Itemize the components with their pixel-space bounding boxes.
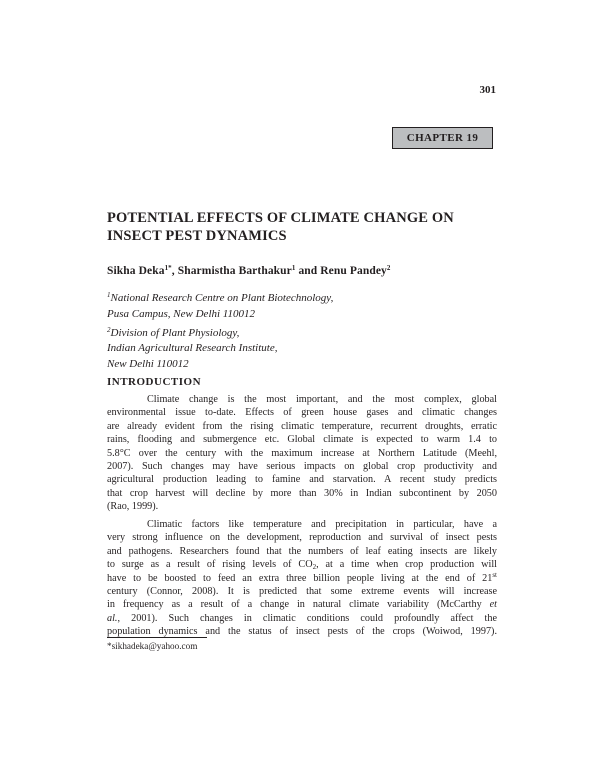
author-list bbox=[107, 264, 497, 277]
paragraph-line: al., 2001). Such changes in climatic conditions could profoundly affect the bbox=[107, 612, 497, 624]
affiliation-2-line-3: New Delhi 110012 bbox=[107, 358, 189, 371]
paragraph-line: in frequency as a result of a change in natural climate variability (McCarthy et bbox=[107, 599, 497, 611]
paragraph-line: very strong influence on the development, reproduction and survival of insect pests bbox=[107, 532, 497, 544]
paragraph-line: and pathogens. Researchers found that the numbers of leaf eating insects are likely bbox=[107, 545, 497, 557]
paragraph-line: 5.8°C over the century with the maximum increase at Northern Latitude (Meehl, bbox=[107, 447, 497, 459]
paragraph-line: environmental issue to-date. Effects of green house gases and climatic changes bbox=[107, 407, 497, 419]
chapter-label: CHAPTER 19 bbox=[406, 132, 479, 144]
page-number: 301 bbox=[479, 84, 496, 96]
paragraph-line: to surge as a result of rising levels of $CO_2$, at a time when crop production will bbox=[107, 559, 498, 572]
paragraph-line: Climate change is the most important, and the most complex, global bbox=[147, 394, 497, 405]
italic-text: al. bbox=[107, 612, 118, 624]
author-separator: , bbox=[171, 265, 178, 277]
paragraph-line: (Rao, 1999). bbox=[107, 501, 159, 513]
author-name: Sikha Deka bbox=[107, 265, 165, 277]
author-affiliation-mark: 2 bbox=[386, 264, 391, 272]
author-affiliation-mark: 1 bbox=[291, 264, 296, 272]
introduction-paragraph-2 bbox=[107, 518, 497, 639]
affiliation-2-line-1: $^2$Division of Plant Physiology, bbox=[107, 325, 240, 339]
chapter-title-line-1: POTENTIAL EFFECTS OF CLIMATE CHANGE ON bbox=[107, 210, 454, 226]
affiliations bbox=[107, 288, 497, 373]
author-name: Sharmistha Barthakur bbox=[177, 265, 292, 277]
superscript: st bbox=[492, 570, 497, 579]
section-heading-introduction: INTRODUCTION bbox=[107, 376, 202, 388]
affiliation-2-mark: 2 bbox=[107, 325, 111, 334]
paragraph-line: have to be boosted to feed an extra three billion people living at the end of 21st bbox=[107, 570, 497, 584]
paragraph-line: century (Connor, 2008). It is predicted that some extreme events will increase bbox=[107, 585, 497, 597]
footnote-email: *sikhadeka@yahoo.com bbox=[107, 641, 198, 651]
chapter-title-line-2: INSECT PEST DYNAMICS bbox=[107, 228, 287, 244]
author-affiliation-mark: 1* bbox=[164, 264, 172, 272]
footnote-rule bbox=[107, 637, 207, 638]
affiliation-1-mark: 1 bbox=[107, 291, 111, 299]
author-name: Renu Pandey bbox=[320, 265, 387, 277]
author-separator: and bbox=[295, 265, 321, 277]
affiliation-2-line-2: Indian Agricultural Research Institute, bbox=[107, 342, 278, 355]
italic-text: et bbox=[489, 599, 497, 611]
paragraph-line: population dynamics and the status of insect pests of the crops (Woiwod, 1997). bbox=[107, 626, 497, 638]
paragraph-line: agricultural production leading to famine and starvation. A recent study predicts bbox=[107, 474, 497, 486]
affiliation-1-line-1: $^1$National Research Centre on Plant Biotechnology, bbox=[107, 291, 334, 304]
subscript: 2 bbox=[312, 563, 317, 572]
paragraph-line: rains, flooding and submergence etc. Global climate is expected to warm 1.4 to bbox=[107, 434, 497, 446]
paragraph-line: Climatic factors like temperature and precipitation in particular, have a bbox=[147, 519, 497, 530]
paragraph-line: 2007). Such changes may have serious impacts on global crop productivity and bbox=[107, 460, 497, 472]
chapter-title bbox=[107, 209, 497, 245]
paragraph-line: are already evident from the rising climatic temperature, recurrent droughts, erratic bbox=[107, 420, 497, 432]
introduction-paragraph-1 bbox=[107, 393, 497, 514]
affiliation-1-line-2: Pusa Campus, New Delhi 110012 bbox=[107, 307, 255, 320]
chapter-label-box bbox=[392, 127, 493, 149]
paragraph-line: that crop harvest will decline by more than 30% in Indian subcontinent by 2050 bbox=[107, 487, 497, 499]
